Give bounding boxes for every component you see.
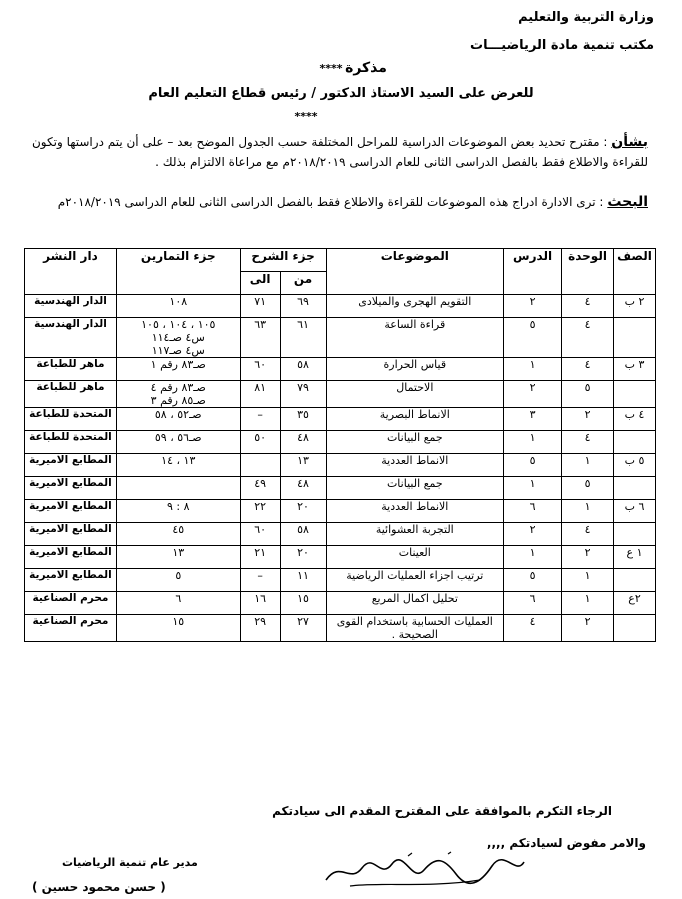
table-body [25, 295, 656, 642]
cell-lesson: ١ [504, 477, 562, 500]
cell-unit: ١ [562, 500, 614, 523]
header-exercises: جزء التمارين [116, 249, 240, 295]
cell-from: ١٣ [280, 454, 326, 477]
cell-topic: العمليات الحسابية باستخدام القوى الصحيحة . [326, 615, 504, 642]
research-label: البحث [607, 194, 648, 210]
ministry-name: وزارة التربية والتعليم [518, 10, 654, 25]
table-row [25, 295, 656, 318]
addressee: للعرض على السيد الاستاذ الدكتور / رئيس قطاع التعليم العام [148, 86, 534, 101]
cell-publisher: المطابع الاميرية [25, 477, 117, 500]
research-text: : ترى الادارة ادراج هذه الموضوعات للقراءة والاطلاع فقط بالفصل الدراسى الثانى للعام الدراسى ٢٠١٨/٢٠١٩م [57, 195, 604, 209]
cell-to: ٦٠ [240, 523, 280, 546]
cell-exercises: ٥ [116, 569, 240, 592]
cell-to: ٦٣ [240, 318, 280, 358]
cell-topic: الاحتمال [326, 381, 504, 408]
cell-exercises: صـ٨٣ رقم ١ [116, 358, 240, 381]
cell-publisher: المتحدة للطباعة [25, 408, 117, 431]
cell-grade [614, 615, 656, 642]
cell-publisher: المطابع الاميرية [25, 546, 117, 569]
cell-to: ٢١ [240, 546, 280, 569]
cell-grade [614, 523, 656, 546]
cell-publisher: المطابع الاميرية [25, 569, 117, 592]
table-row [25, 615, 656, 642]
cell-lesson: ١ [504, 358, 562, 381]
cell-unit: ١ [562, 454, 614, 477]
cell-to: ٦٠ [240, 358, 280, 381]
cell-grade: ١ ع [614, 546, 656, 569]
table-row [25, 523, 656, 546]
cell-grade [614, 477, 656, 500]
cell-grade: ٦ ب [614, 500, 656, 523]
handwritten-signature [320, 850, 530, 892]
cell-unit: ٤ [562, 431, 614, 454]
cell-exercises: ٦ [116, 592, 240, 615]
cell-lesson: ٥ [504, 569, 562, 592]
cell-grade [614, 431, 656, 454]
cell-unit: ٢ [562, 615, 614, 642]
cell-unit: ٥ [562, 381, 614, 408]
cell-publisher: المتحدة للطباعة [25, 431, 117, 454]
cell-from: ٥٨ [280, 358, 326, 381]
cell-to: ٤٩ [240, 477, 280, 500]
cell-unit: ٢ [562, 546, 614, 569]
table-row [25, 408, 656, 431]
cell-from: ٢٠ [280, 546, 326, 569]
table-row [25, 318, 656, 358]
cell-topic: قياس الحرارة [326, 358, 504, 381]
cell-publisher: المطابع الاميرية [25, 523, 117, 546]
cell-exercises: صـ٨٣ رقم ٤ صـ٨٥ رقم ٣ [116, 381, 240, 408]
cell-topic: تحليل اكمال المربع [326, 592, 504, 615]
cell-topic: الانماط العددية [326, 500, 504, 523]
cell-to: ١٦ [240, 592, 280, 615]
stars-bottom: **** [294, 110, 318, 123]
signatory-title: مدير عام تنمية الرياضيات [62, 856, 198, 869]
memo-title: مذكرة [345, 60, 387, 76]
cell-to: ٨١ [240, 381, 280, 408]
cell-lesson: ٢ [504, 295, 562, 318]
table-row [25, 592, 656, 615]
cell-exercises: ٤٥ [116, 523, 240, 546]
cell-grade [614, 318, 656, 358]
cell-exercises: ١٥ [116, 615, 240, 642]
cell-topic: العينات [326, 546, 504, 569]
cell-lesson: ١ [504, 546, 562, 569]
cell-unit: ٤ [562, 318, 614, 358]
cell-unit: ٤ [562, 523, 614, 546]
header-publisher: دار النشر [25, 249, 117, 295]
office-name: مكتب تنمية مادة الرياضيـــات [470, 38, 654, 53]
cell-topic: التجربة العشوائية [326, 523, 504, 546]
closing-request: الرجاء التكرم بالموافقة على المقترح المقدم الى سيادتكم [272, 804, 612, 818]
table-row [25, 477, 656, 500]
cell-exercises: ١٠٥ ، ١٠٤ ، ١٠٥ س٤ صـ١١٤ س٤ صـ١١٧ [116, 318, 240, 358]
header-topics: الموضوعات [326, 249, 504, 295]
cell-to [240, 454, 280, 477]
cell-from: ٧٩ [280, 381, 326, 408]
cell-exercises: صـ٥٢ ، ٥٨ [116, 408, 240, 431]
cell-lesson: ٥ [504, 454, 562, 477]
cell-exercises: ٨ : ٩ [116, 500, 240, 523]
stars-top: **** [319, 62, 343, 75]
cell-unit: ١ [562, 592, 614, 615]
cell-lesson: ٦ [504, 500, 562, 523]
cell-from: ٢٧ [280, 615, 326, 642]
header-from: من [280, 272, 326, 295]
cell-publisher: المطابع الاميرية [25, 500, 117, 523]
cell-to: ٧١ [240, 295, 280, 318]
cell-to: – [240, 569, 280, 592]
table-row [25, 569, 656, 592]
delegation-line: والامر مفوض لسيادتكم ,,,, [486, 836, 646, 850]
subject-label: بشأن [611, 134, 648, 150]
cell-topic: الانماط العددية [326, 454, 504, 477]
cell-exercises [116, 477, 240, 500]
cell-grade: ٥ ب [614, 454, 656, 477]
cell-publisher: محرم الصناعية [25, 615, 117, 642]
cell-publisher: الدار الهندسية [25, 295, 117, 318]
cell-unit: ٢ [562, 408, 614, 431]
subject-paragraph [22, 132, 648, 172]
table-row [25, 546, 656, 569]
cell-lesson: ٥ [504, 318, 562, 358]
cell-to: ٢٢ [240, 500, 280, 523]
cell-lesson: ٤ [504, 615, 562, 642]
topics-table [24, 248, 656, 642]
cell-from: ٣٥ [280, 408, 326, 431]
cell-grade: ٢ ب [614, 295, 656, 318]
table-row [25, 358, 656, 381]
cell-to: ٢٩ [240, 615, 280, 642]
cell-publisher: ماهر للطباعة [25, 381, 117, 408]
cell-from: ١٥ [280, 592, 326, 615]
cell-to: – [240, 408, 280, 431]
cell-lesson: ٢ [504, 381, 562, 408]
subject-text: : مقترح تحديد بعض الموضوعات الدراسية للمراحل المختلفة حسب الجدول الموضح بعد – على أن يتم دراستها وتكون للقراءة والاطلاع فقط بالفصل الدراسى الثانى للعام الدراسى ٢٠١٨/٢٠١٩م مع مراعاة الالتزام بذلك . [31, 135, 648, 169]
header-grade: الصف [614, 249, 656, 295]
cell-from: ٥٨ [280, 523, 326, 546]
cell-lesson: ٦ [504, 592, 562, 615]
cell-publisher: محرم الصناعية [25, 592, 117, 615]
table-row [25, 454, 656, 477]
cell-grade: ٢ع [614, 592, 656, 615]
cell-grade: ٤ ب [614, 408, 656, 431]
cell-exercises: ١٣ [116, 546, 240, 569]
cell-to: ٥٠ [240, 431, 280, 454]
header-to: الى [240, 272, 280, 295]
cell-exercises: ١٠٨ [116, 295, 240, 318]
cell-topic: التقويم الهجرى والميلادى [326, 295, 504, 318]
cell-exercises: صـ٥٦ ، ٥٩ [116, 431, 240, 454]
cell-topic: ترتيب اجزاء العمليات الرياضية [326, 569, 504, 592]
cell-topic: جمع البيانات [326, 477, 504, 500]
research-paragraph [22, 192, 648, 212]
cell-exercises: ١٣ ، ١٤ [116, 454, 240, 477]
cell-lesson: ٣ [504, 408, 562, 431]
cell-unit: ٤ [562, 358, 614, 381]
cell-unit: ١ [562, 569, 614, 592]
cell-unit: ٥ [562, 477, 614, 500]
cell-topic: الانماط البصرية [326, 408, 504, 431]
cell-from: ٦١ [280, 318, 326, 358]
table-row [25, 381, 656, 408]
cell-grade [614, 381, 656, 408]
cell-from: ٢٠ [280, 500, 326, 523]
cell-from: ٤٨ [280, 477, 326, 500]
cell-lesson: ٢ [504, 523, 562, 546]
header-explanation: جزء الشرح [240, 249, 326, 272]
cell-grade: ٣ ب [614, 358, 656, 381]
cell-from: ١١ [280, 569, 326, 592]
cell-lesson: ١ [504, 431, 562, 454]
cell-publisher: ماهر للطباعة [25, 358, 117, 381]
table-row [25, 431, 656, 454]
header-unit: الوحدة [562, 249, 614, 295]
cell-unit: ٤ [562, 295, 614, 318]
cell-from: ٦٩ [280, 295, 326, 318]
cell-topic: جمع البيانات [326, 431, 504, 454]
table-row [25, 500, 656, 523]
cell-grade [614, 569, 656, 592]
header-lesson: الدرس [504, 249, 562, 295]
cell-from: ٤٨ [280, 431, 326, 454]
cell-topic: قراءة الساعة [326, 318, 504, 358]
cell-publisher: الدار الهندسية [25, 318, 117, 358]
cell-publisher: المطابع الاميرية [25, 454, 117, 477]
signatory-name: ( حسن محمود حسين ) [32, 880, 166, 894]
